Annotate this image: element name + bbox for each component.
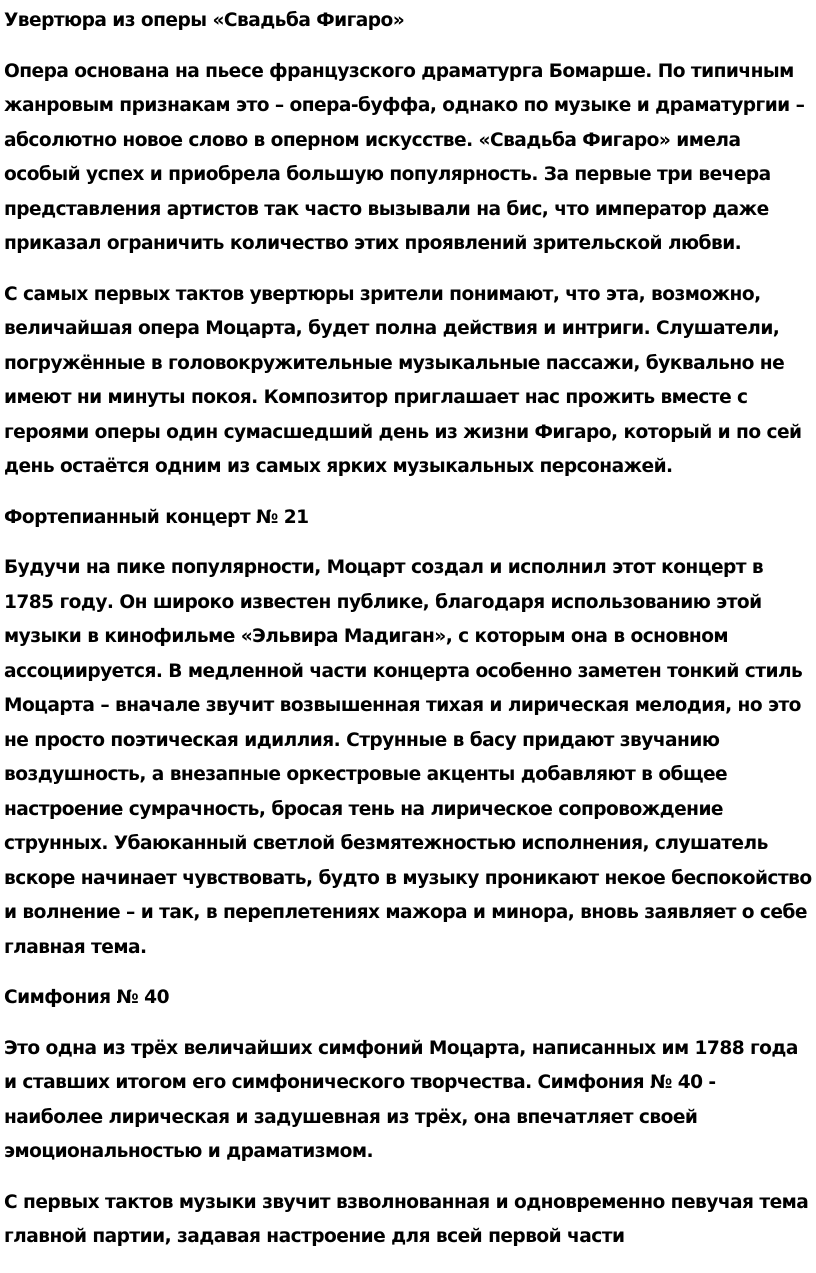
paragraph-symphony-40-overview: Это одна из трёх величайших симфоний Моцарта, написанных им 1788 года и ставших итогом его симфонического творчества. Симфония № 40 - наиболее лирическая и задушевная из трёх, она впечатляет своей эмоциональностью и драматизмом.: [4, 1037, 798, 1162]
section-heading-symphony-40: Симфония № 40: [4, 987, 169, 1008]
paragraph-figaro-opera-origin: Опера основана на пьесе французского драматурга Бомарше. По типичным жанровым признакам это – опера-буффа, однако по музыке и драматургии – абсолютно новое слово в оперном искусстве. «Свадьба Фигаро» имела особый успех и приобрела большую популярность. За первые три вечера представления артистов так часто вызывали на бис, что император даже приказал ограничить количество этих проявлений зрительской любви.: [4, 60, 805, 254]
section-heading-piano-concerto-21: Фортепианный концерт № 21: [4, 506, 309, 528]
paragraph-figaro-overture-first-bars: С самых первых тактов увертюры зрители понимают, что эта, возможно, величайшая опера Моцарта, будет полна действия и интриги. Слушатели, погружённые в головокружительные музыкальные пассажи, буквально не имеют ни минуты покоя. Композитор приглашает нас прожить вместе с героями оперы один сумасшедший день из жизни Фигаро, который и по сей день остаётся одним из самых ярких музыкальных персонажей.: [4, 283, 802, 477]
paragraph-symphony-40-first-bars: С первых тактов музыки звучит взволнованная и одновременно певучая тема главной партии, задавая настроение для всей первой части: [4, 1191, 809, 1247]
section-heading-figaro-overture: Увертюра из оперы «Свадьба Фигаро»: [4, 10, 405, 31]
paragraph-piano-concerto-21: Будучи на пике популярности, Моцарт создал и исполнил этот концерт в 1785 году. Он широко известен публике, благодаря использованию этой музыки в кинофильме «Эльвира Мадиган», с которым она в основном ассоциируется. В медленной части концерта особенно заметен тонкий стиль Моцарта – вначале звучит возвышенная тихая и лирическая мелодия, но это не просто поэтическая идиллия. Струнные в басу придают звучанию воздушность, а внезапные оркестровые акценты добавляют в общее настроение сумрачность, бросая тень на лирическое сопровождение струнных. Убаюканный светлой безмятежностью исполнения, слушатель вскоре начинает чувствовать, будто в музыку проникают некое беспокойство и волнение – и так, в переплетениях мажора и минора, вновь заявляет о себе главная тема.: [4, 557, 812, 958]
